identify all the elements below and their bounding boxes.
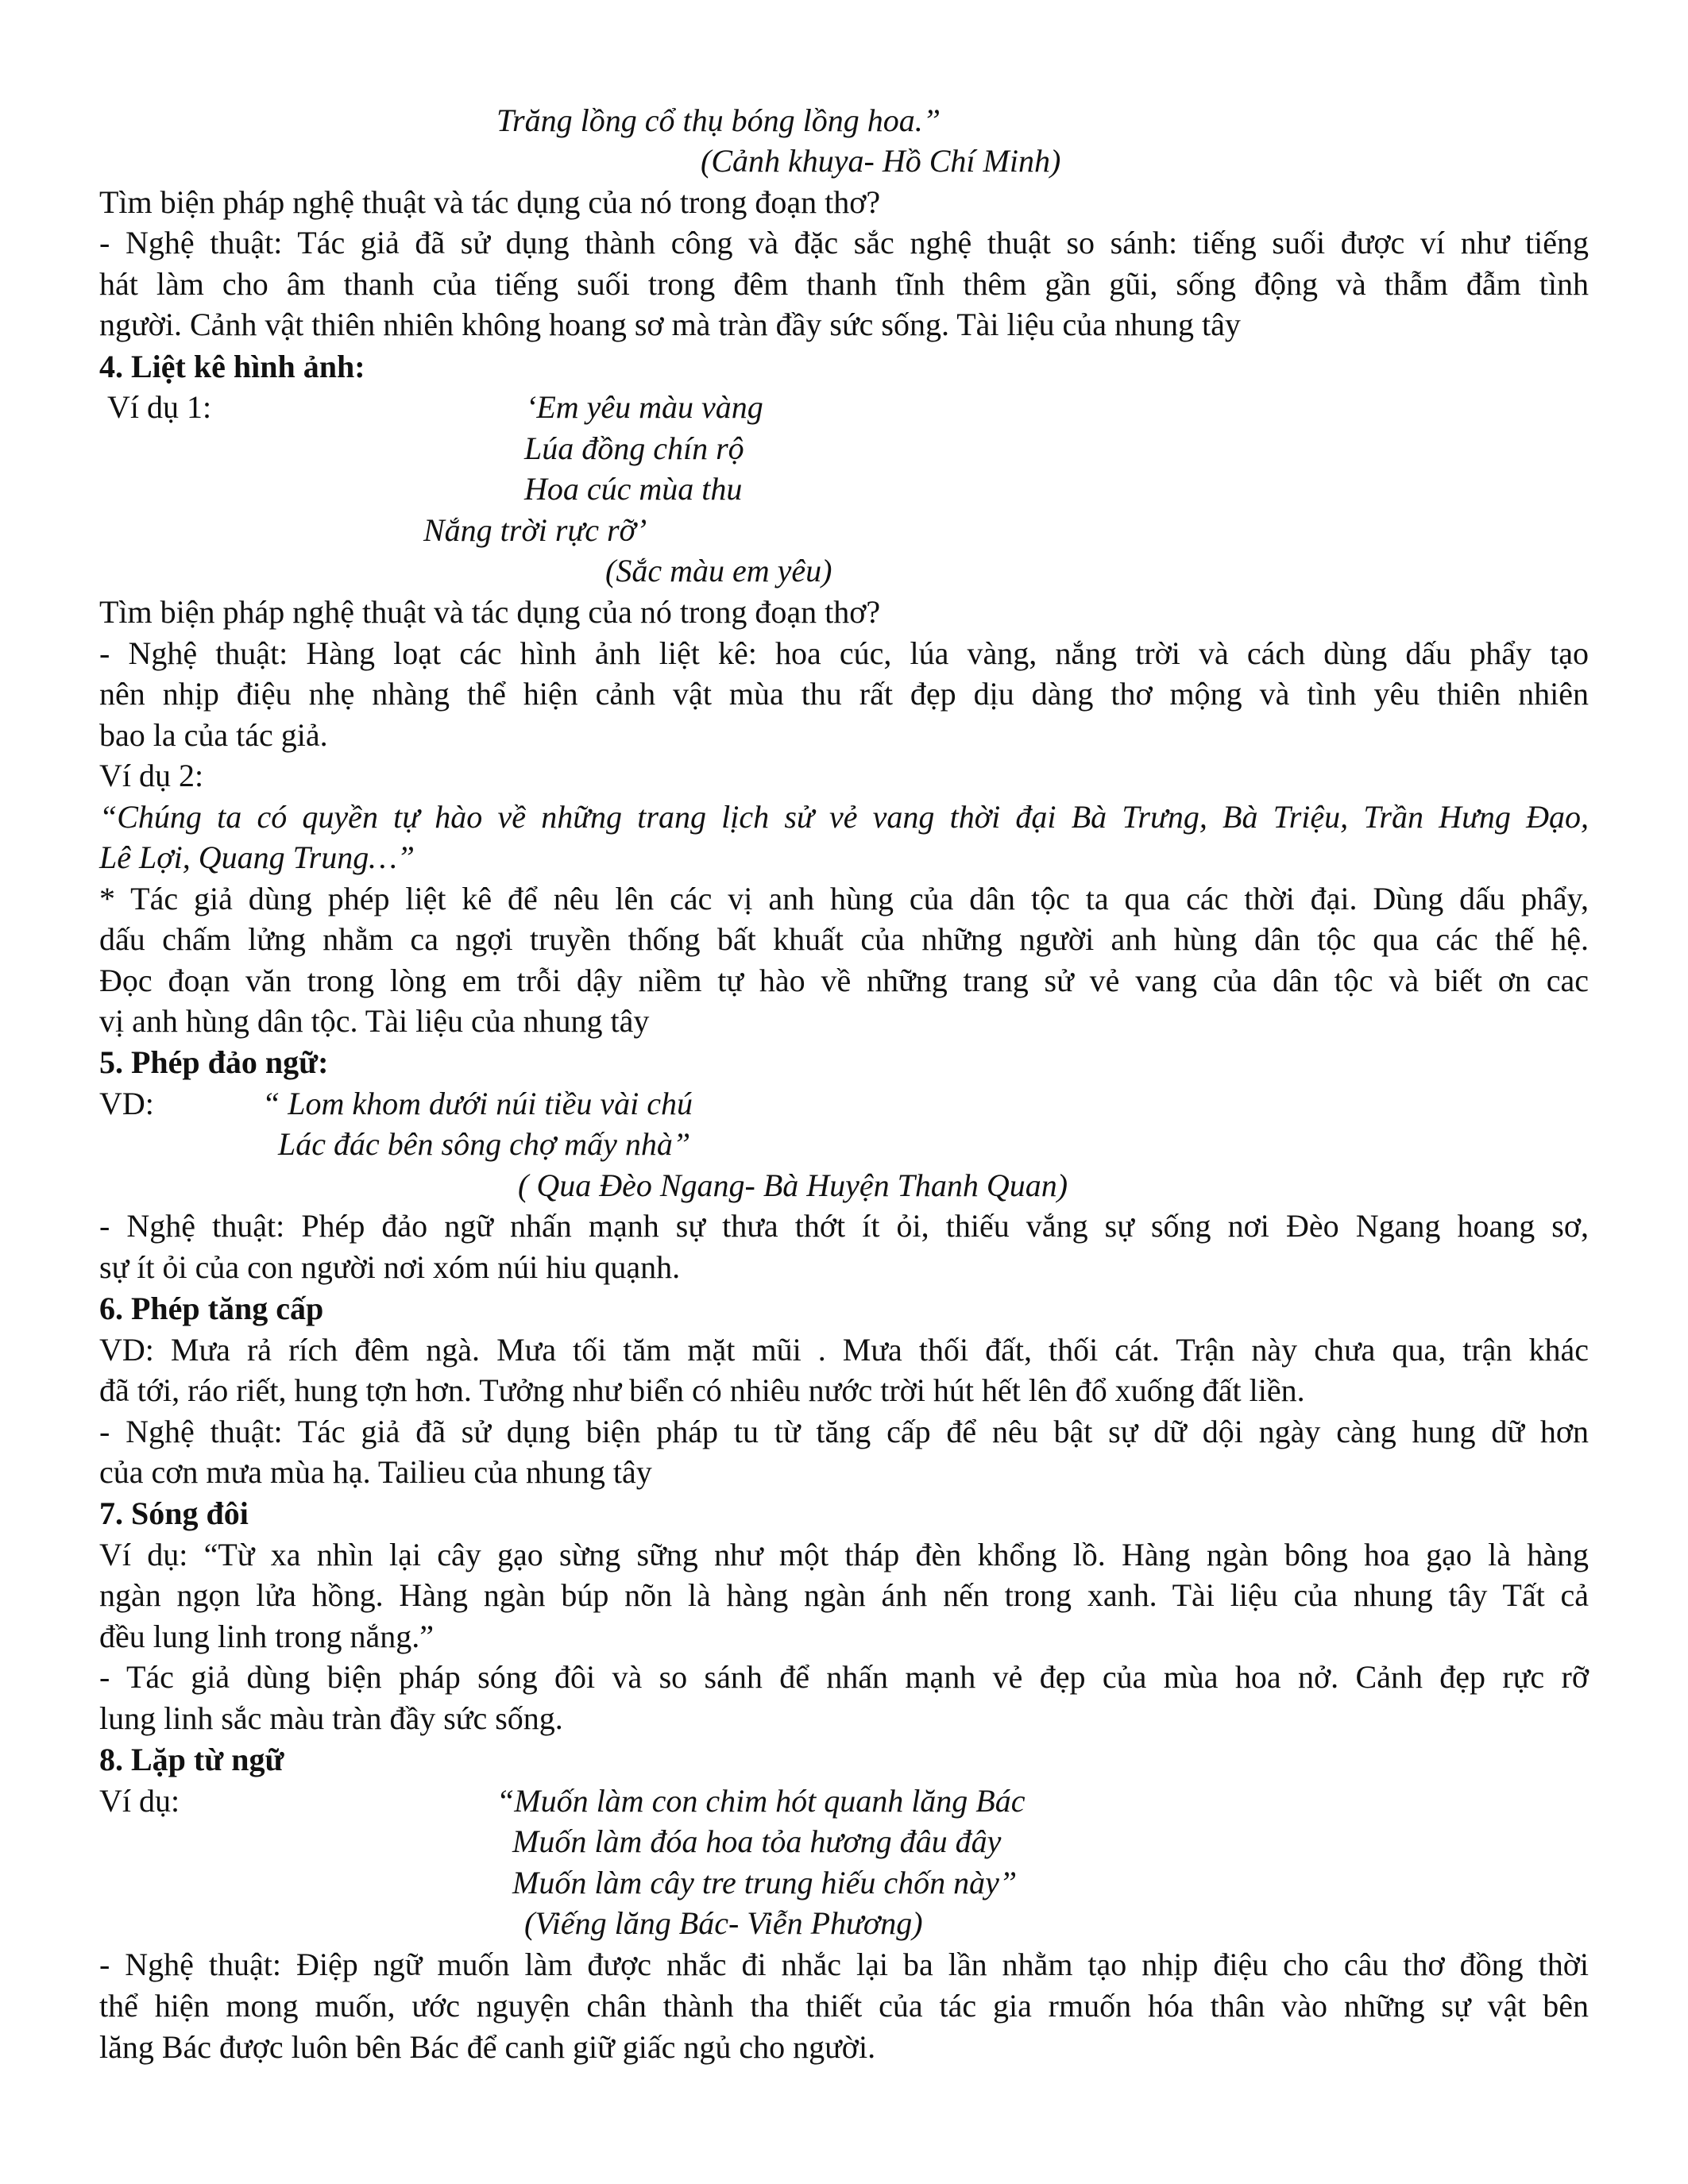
question-text: Tìm biện pháp nghệ thuật và tác dụng của nó trong đoạn thơ? (99, 184, 881, 220)
body-text: * Tác giả dùng phép liệt kê để nêu lên các vị anh hùng của dân tộc ta qua các thời đại. Dùng dấu phẩy, (99, 881, 1589, 916)
body-text: VD: Mưa rả rích đêm ngà. Mưa tối tăm mặt mũi . Mưa thối đất, thối cát. Trận này chưa qua, trận khác (99, 1332, 1589, 1368)
body-text: vị anh hùng dân tộc. Tài liệu của nhung tây (99, 1003, 650, 1039)
body-text: - Nghệ thuật: Điệp ngữ muốn làm được nhắc đi nhắc lại ba lần nhằm tạo nhịp điệu cho câu thơ đồng thời (99, 1947, 1589, 1982)
body-text: ngàn ngọn lửa hồng. Hàng ngàn búp nõn là hàng ngàn ánh nến trong xanh. Tài liệu của nhung tây Tất cả (99, 1577, 1589, 1613)
body-text: lung linh sắc màu tràn đầy sức sống. (99, 1700, 563, 1736)
example-label: VD: (99, 1086, 154, 1121)
question-text: Tìm biện pháp nghệ thuật và tác dụng của nó trong đoạn thơ? (99, 594, 881, 630)
section-heading: 4. Liệt kê hình ảnh: (99, 349, 365, 384)
section-heading: 5. Phép đảo ngữ: (99, 1044, 329, 1080)
body-text: lăng Bác được luôn bên Bác để canh giữ giấc ngủ cho người. (99, 2029, 876, 2065)
poem-citation: ( Qua Đèo Ngang- Bà Huyện Thanh Quan) (518, 1167, 1068, 1203)
poem-citation: (Sắc màu em yêu) (605, 553, 832, 588)
body-text: nên nhịp điệu nhẹ nhàng thể hiện cảnh vật mùa thu rất đẹp dịu dàng thơ mộng và tình yêu thiên nhiên (99, 676, 1589, 712)
body-text: - Nghệ thuật: Phép đảo ngữ nhấn mạnh sự thưa thớt ít ỏi, thiếu vắng sự sống nơi Đèo Ngang hoang sơ, (99, 1208, 1589, 1244)
quote-text: Lê Lợi, Quang Trung…” (99, 839, 415, 875)
body-text: đều lung linh trong nắng.” (99, 1619, 435, 1654)
body-text: - Tác giả dùng biện pháp sóng đôi và so sánh để nhấn mạnh vẻ đẹp của mùa hoa nở. Cảnh đẹp rực rỡ (99, 1659, 1589, 1695)
body-text: sự ít ỏi của con người nơi xóm núi hiu quạnh. (99, 1249, 681, 1285)
body-text: dấu chấm lửng nhằm ca ngợi truyền thống bất khuất của những người anh hùng dân tộc qua các thế hệ. (99, 921, 1589, 957)
body-text: - Nghệ thuật: Hàng loạt các hình ảnh liệt kê: hoa cúc, lúa vàng, nắng trời và cách dùng dấu phẩy tạo (99, 635, 1589, 671)
body-text: bao la của tác giả. (99, 717, 328, 753)
example-label: Ví dụ: (99, 1783, 180, 1819)
poem-citation: (Cảnh khuya- Hồ Chí Minh) (701, 143, 1061, 179)
body-text: - Nghệ thuật: Tác giả đã sử dụng biện pháp tu từ tăng cấp để nêu bật sự dữ dội ngày càng hung dữ hơn (99, 1414, 1589, 1449)
body-text: thể hiện mong muốn, ước nguyện chân thành tha thiết của tác gia rmuốn hóa thân vào những sự vật bên (99, 1988, 1589, 2024)
poem-line: Muốn làm đóa hoa tỏa hương đâu đây (512, 1823, 1002, 1859)
body-text: Đọc đoạn văn trong lòng em trỗi dậy niềm tự hào về những trang sử vẻ vang của dân tộc và biết ơn cac (99, 963, 1589, 998)
section-heading: 6. Phép tăng cấp (99, 1291, 324, 1326)
poem-line: Hoa cúc mùa thu (524, 471, 743, 507)
poem-line: Lác đác bên sông chợ mấy nhà” (278, 1126, 691, 1162)
poem-line: Nắng trời rực rỡ’ (423, 512, 647, 548)
poem-citation: (Viếng lăng Bác- Viễn Phương) (524, 1905, 923, 1941)
quote-text: “Chúng ta có quyền tự hào về những trang lịch sử vẻ vang thời đại Bà Trưng, Bà Triệu, Trần Hưng Đạo, (99, 799, 1589, 835)
body-text: hát làm cho âm thanh của tiếng suối trong đêm thanh tĩnh thêm gần gũi, sống động và thẫm đẫm tình (99, 266, 1589, 302)
poem-line: ‘Em yêu màu vàng (526, 389, 763, 425)
body-text: người. Cảnh vật thiên nhiên không hoang sơ mà tràn đầy sức sống. Tài liệu của nhung tây (99, 307, 1241, 342)
section-heading: 7. Sóng đôi (99, 1495, 249, 1531)
poem-line: “ Lom khom dưới núi tiều vài chú (262, 1086, 693, 1121)
poem-line: “Muốn làm con chim hót quanh lăng Bác (496, 1783, 1026, 1819)
poem-line: Trăng lồng cổ thụ bóng lồng hoa.” (496, 102, 941, 138)
example-label: Ví dụ 2: (99, 758, 204, 793)
body-text: của cơn mưa mùa hạ. Tailieu của nhung tây (99, 1454, 652, 1490)
poem-line: Lúa đồng chín rộ (524, 430, 744, 466)
section-heading: 8. Lặp từ ngữ (99, 1742, 284, 1777)
example-label: Ví dụ 1: (107, 389, 212, 425)
poem-line: Muốn làm cây tre trung hiếu chốn này” (512, 1865, 1018, 1900)
body-text: Ví dụ: “Từ xa nhìn lại cây gạo sừng sững như một tháp đèn khổng lồ. Hàng ngàn bông hoa gạo là hàng (99, 1537, 1589, 1572)
body-text: đã tới, ráo riết, hung tợn hơn. Tưởng như biển có nhiêu nước trời hút hết lên đổ xuống đất liền. (99, 1372, 1305, 1408)
body-text: - Nghệ thuật: Tác giả đã sử dụng thành công và đặc sắc nghệ thuật so sánh: tiếng suối được ví như tiếng (99, 225, 1589, 260)
